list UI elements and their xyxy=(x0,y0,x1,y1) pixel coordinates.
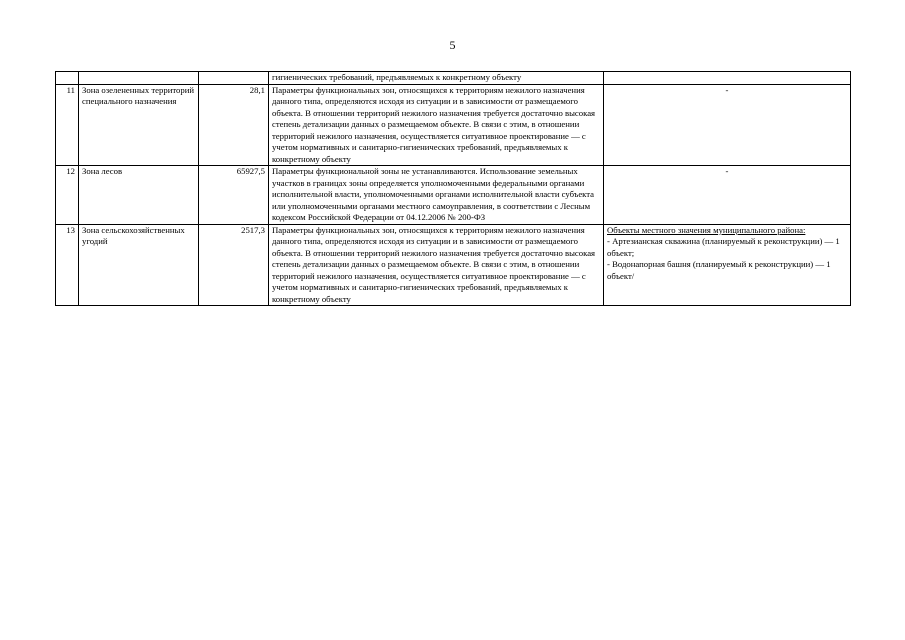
cell-area: 28,1 xyxy=(199,84,269,166)
table-row xyxy=(56,224,851,306)
cell-params: Параметры функциональной зоны не устанавливаются. Использование земельных участков в границах зоны определяется уполномоченными федеральными органами исполнительной власти, уполномоченными органами исполнительной власти субъекта или уполномоченными органами местного самоуправления, в соответствии с Лесным кодексом Российской Федерации от 04.12.2006 № 200-ФЗ xyxy=(269,166,604,225)
cell-num: 12 xyxy=(56,166,79,225)
functional-zones-table xyxy=(55,71,851,306)
page-number: 5 xyxy=(449,38,456,52)
cell-objects: - xyxy=(604,84,851,166)
object-item: - Артезианская скважина (планируемый к реконструкции) — 1 объект; xyxy=(607,236,840,258)
cell-zone: Зона лесов xyxy=(79,166,199,225)
cell-num: 13 xyxy=(56,224,79,306)
cell-objects: - xyxy=(604,166,851,225)
cell-area xyxy=(199,72,269,85)
cell-num xyxy=(56,72,79,85)
table-row xyxy=(56,84,851,166)
cell-objects xyxy=(604,72,851,85)
table-row-continuation xyxy=(56,72,851,85)
cell-zone xyxy=(79,72,199,85)
object-item: - Водонапорная башня (планируемый к реконструкции) — 1 объект/ xyxy=(607,259,831,281)
cell-params: Параметры функциональных зон, относящихся к территориям нежилого назначения данного типа, определяются исходя из ситуации и в зависимости от размещаемого объекта. В отношении территорий нежилого назначения требуется достаточно высокая степень детализации данных о размещаемом объекте. В связи с этим, в отношении территорий нежилого назначения, осуществляется ситуативное проектирование — с учетом нормативных и санитарно-гигиенических требований, предъявляемых к конкретному объекту xyxy=(269,84,604,166)
table-row xyxy=(56,166,851,225)
cell-zone: Зона озелененных территорий специального назначения xyxy=(79,84,199,166)
cell-params: Параметры функциональных зон, относящихся к территориям нежилого назначения данного типа, определяются исходя из ситуации и в зависимости от размещаемого объекта. В отношении территорий нежилого назначения требуется достаточно высокая степень детализации данных о размещаемом объекте. В связи с этим, в отношении территорий нежилого назначения, осуществляется ситуативное проектирование — с учетом нормативных и санитарно-гигиенических требований, предъявляемых к конкретному объекту xyxy=(269,224,604,306)
cell-num: 11 xyxy=(56,84,79,166)
cell-params: гигиенических требований, предъявляемых к конкретному объекту xyxy=(269,72,604,85)
cell-zone: Зона сельскохозяйственных угодий xyxy=(79,224,199,306)
cell-area: 2517,3 xyxy=(199,224,269,306)
cell-area: 65927,5 xyxy=(199,166,269,225)
objects-title: Объекты местного значения муниципального района: xyxy=(607,224,806,235)
cell-objects xyxy=(604,224,851,306)
